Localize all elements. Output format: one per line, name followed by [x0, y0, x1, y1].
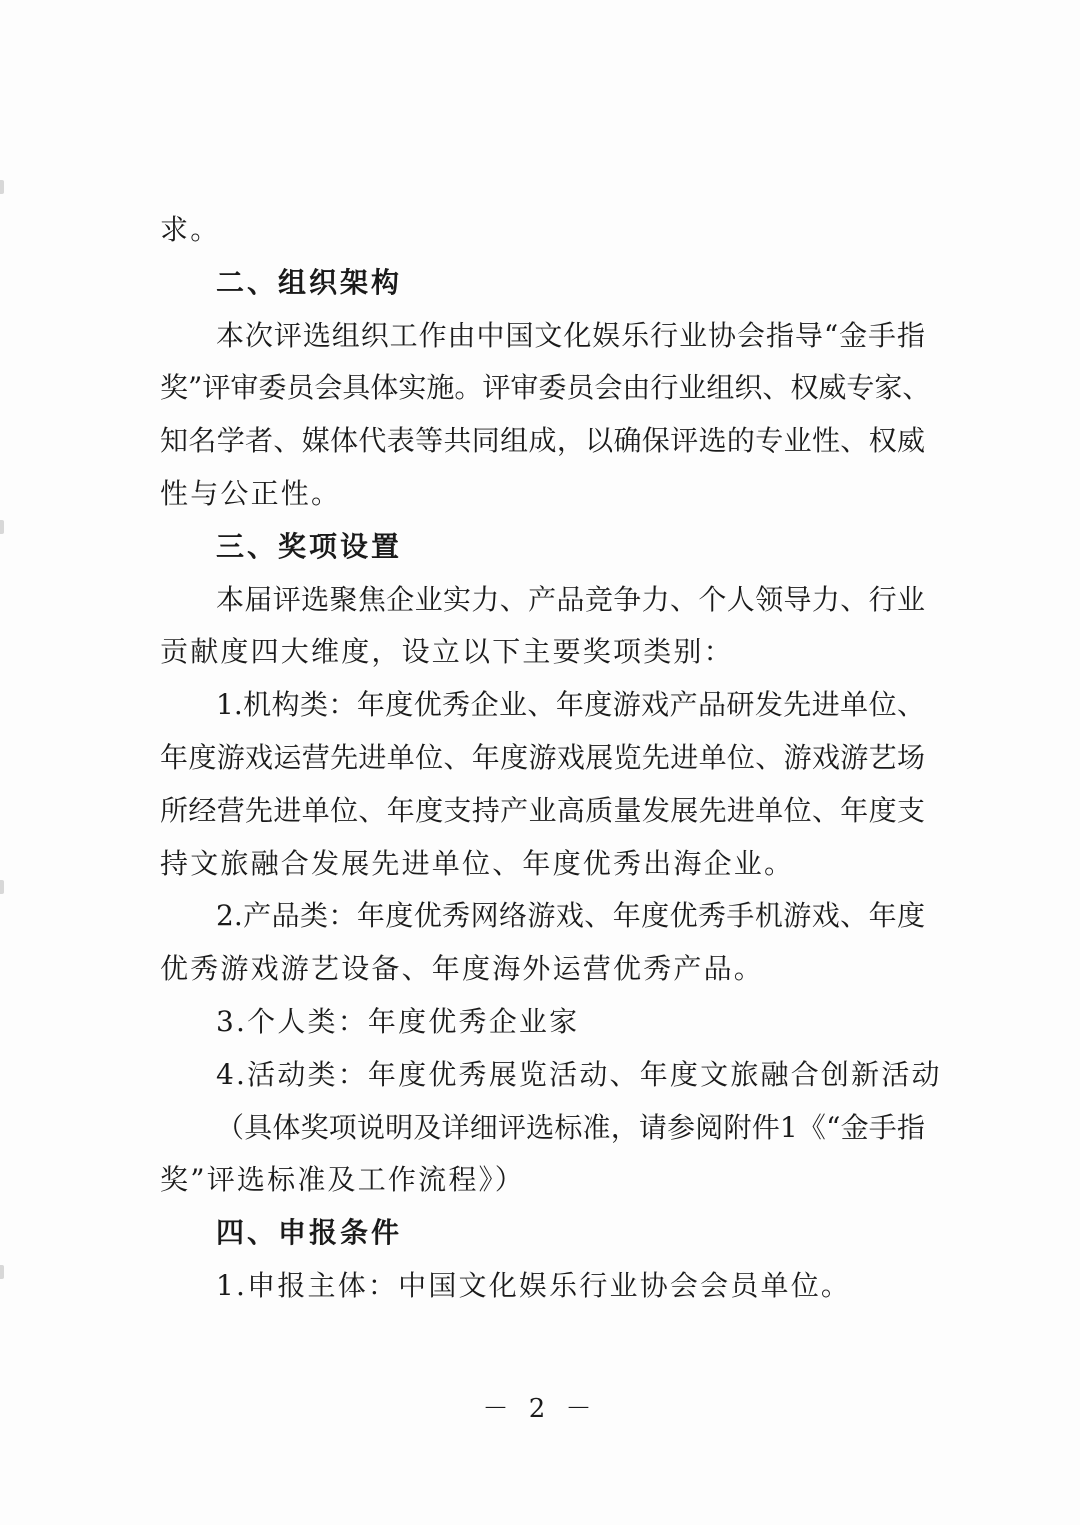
- paragraph-line: 2.产品类：年度优秀网络游戏、年度优秀手机游戏、年度: [216, 899, 925, 933]
- section-heading-awards: 三、奖项设置: [216, 529, 403, 563]
- paragraph-line: 奖”评审委员会具体实施。评审委员会由行业组织、权威专家、: [160, 371, 931, 405]
- paragraph-line: 1.申报主体：中国文化娱乐行业协会会员单位。: [216, 1268, 852, 1302]
- binding-mark: [0, 180, 4, 194]
- binding-mark: [0, 1265, 4, 1279]
- paragraph-line: 所经营先进单位、年度支持产业高质量发展先进单位、年度支: [160, 793, 925, 827]
- paragraph-line: 知名学者、媒体代表等共同组成，以确保评选的专业性、权威: [160, 424, 925, 458]
- paragraph-line: 3.个人类：年度优秀企业家: [216, 1004, 580, 1038]
- paragraph-line: 持文旅融合发展先进单位、年度优秀出海企业。: [160, 846, 795, 880]
- binding-mark: [0, 520, 4, 534]
- paragraph-line: 贡献度四大维度，设立以下主要奖项类别：: [160, 635, 734, 669]
- section-heading-eligibility: 四、申报条件: [216, 1216, 403, 1250]
- paragraph-line: 性与公正性。: [160, 476, 342, 510]
- paragraph-line: （具体奖项说明及详细评选标准，请参阅附件1《“金手指: [216, 1110, 925, 1144]
- section-heading-organization: 二、组织架构: [216, 265, 403, 299]
- paragraph-line: 优秀游戏游艺设备、年度海外运营优秀产品。: [160, 952, 765, 986]
- body-text: [160, 204, 942, 1313]
- paragraph-line: 4.活动类：年度优秀展览活动、年度文旅融合创新活动: [216, 1057, 942, 1091]
- paragraph-line: 奖”评选标准及工作流程》）: [160, 1163, 525, 1197]
- page-number: － 2 －: [482, 1394, 598, 1424]
- paragraph-line: 本届评选聚焦企业实力、产品竞争力、个人领导力、行业: [216, 582, 925, 616]
- paragraph-line: 年度游戏运营先进单位、年度游戏展览先进单位、游戏游艺场: [160, 740, 925, 774]
- paragraph-line: 求。: [160, 213, 221, 246]
- paragraph-line: 本次评选组织工作由中国文化娱乐行业协会指导“金手指: [216, 318, 925, 352]
- binding-mark: [0, 880, 4, 894]
- paragraph-line: 1.机构类：年度优秀企业、年度游戏产品研发先进单位、: [216, 688, 925, 722]
